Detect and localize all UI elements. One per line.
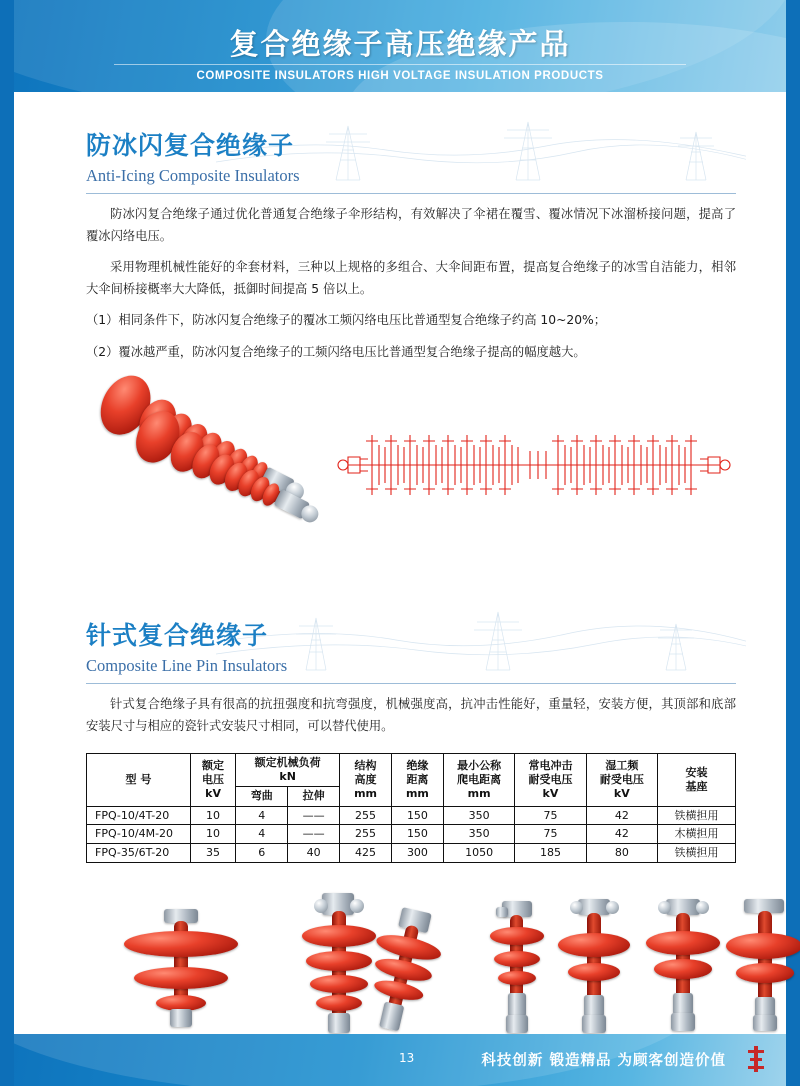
section-1-paragraph-1: 防冰闪复合绝缘子通过优化普通复合绝缘子伞形结构，有效解决了伞裙在覆雪、覆冰情况下冰溜桥接问题，提高了覆冰闪络电压。 [86, 207, 736, 243]
section-1-paragraph-3: （1）相同条件下，防冰闪复合绝缘子的覆冰工频闪络电压比普通型复合绝缘子约高 10~20%； [86, 313, 607, 328]
th-lightning-impulse: 常电冲击 耐受电压 kV [515, 754, 586, 807]
cell-mount-base: 木横担用 [658, 825, 736, 844]
section-anti-icing [14, 126, 786, 363]
cell-bend: 4 [236, 825, 288, 844]
section-1-title-en: Anti-Icing Composite Insulators [86, 166, 300, 185]
pin-insulator-photo-7 [722, 899, 800, 1031]
page-header [14, 0, 786, 92]
cell-min-arc-distance: 350 [443, 825, 514, 844]
section-line-pin [14, 616, 786, 1066]
header-divider [114, 64, 686, 65]
th-structure-height: 结构 高度 mm [340, 754, 392, 807]
section-2-paragraph-1: 针式复合绝缘子具有很高的抗扭强度和抗弯强度，机械强度高，抗冲击性能好，重量轻，安装方便，其顶部和底部安装尺寸与相应的瓷针式安装尺寸相同，可以替代使用。 [86, 697, 736, 733]
th-mech-load: 额定机械负荷 kN [236, 754, 340, 787]
cell-mount-base: 铁横担用 [658, 844, 736, 863]
section-2-underline [86, 683, 736, 684]
cell-lightning-impulse: 185 [515, 844, 586, 863]
cell-bend: 4 [236, 806, 288, 825]
cell-tension: —— [288, 825, 340, 844]
section-1-title-zh: 防冰闪复合绝缘子 [86, 131, 295, 160]
pin-insulator-photo-6 [642, 899, 724, 1031]
cell-bend: 6 [236, 844, 288, 863]
th-rated-voltage: 额定 电压 kV [190, 754, 235, 807]
cell-model: FPQ-35/6T-20 [87, 844, 191, 863]
cell-structure-height: 255 [340, 825, 392, 844]
th-min-arc-distance: 最小公称 爬电距离 mm [443, 754, 514, 807]
page-footer [14, 1034, 786, 1086]
cell-model: FPQ-10/4T-20 [87, 806, 191, 825]
th-insulation-distance: 绝缘 距离 mm [391, 754, 443, 807]
cell-insulation-distance: 300 [391, 844, 443, 863]
cell-model: FPQ-10/4M-20 [87, 825, 191, 844]
section-1-heading-block [86, 126, 736, 188]
table-head [87, 754, 736, 807]
cell-insulation-distance: 150 [391, 806, 443, 825]
cell-wet-power-freq: 80 [586, 844, 657, 863]
section-2-title-en: Composite Line Pin Insulators [86, 656, 288, 676]
cell-rated-voltage: 10 [190, 825, 235, 844]
header-title-zh: 复合绝缘子高压绝缘产品 [229, 27, 571, 61]
cell-min-arc-distance: 1050 [443, 844, 514, 863]
table-row [87, 825, 736, 844]
table-row [87, 806, 736, 825]
footer-slogan: 科技创新 锻造精品 为顾客创造价值 [481, 1053, 726, 1069]
th-model: 型 号 [87, 754, 191, 807]
table-header-row-1 [87, 754, 736, 787]
page-number: 13 [399, 1051, 415, 1065]
table-row [87, 844, 736, 863]
anti-icing-insulator-linedrawing [334, 425, 734, 510]
th-tension: 拉伸 [288, 786, 340, 806]
th-bend: 弯曲 [236, 786, 288, 806]
cell-wet-power-freq: 42 [586, 806, 657, 825]
brand-mark-icon [748, 1046, 764, 1072]
pin-insulator-photo-5 [554, 899, 634, 1033]
cell-wet-power-freq: 42 [586, 825, 657, 844]
line-pin-spec-table [86, 753, 736, 863]
page-content [14, 92, 786, 1034]
th-mount-base: 安装 基座 [658, 754, 736, 807]
cell-rated-voltage: 10 [190, 806, 235, 825]
cell-lightning-impulse: 75 [515, 806, 586, 825]
cell-mount-base: 铁横担用 [658, 806, 736, 825]
section-1-paragraph-4: （2）覆冰越严重，防冰闪复合绝缘子的工频闪络电压比普通型复合绝缘子提高的幅度越大。 [86, 344, 586, 359]
cell-insulation-distance: 150 [391, 825, 443, 844]
table-body [87, 806, 736, 862]
section-2-heading-block [86, 616, 736, 678]
cell-rated-voltage: 35 [190, 844, 235, 863]
cell-structure-height: 425 [340, 844, 392, 863]
cell-structure-height: 255 [340, 806, 392, 825]
left-edge-bar [0, 0, 14, 1086]
section-1-underline [86, 193, 736, 194]
cell-lightning-impulse: 75 [515, 825, 586, 844]
cell-min-arc-distance: 350 [443, 806, 514, 825]
section-1-paragraph-2: 采用物理机械性能好的伞套材料，三种以上规格的多组合、大伞间距布置，提高复合绝缘子的冰雪自洁能力，相邻大伞间桥接概率大大降低，抵御时间提高 5 倍以上。 [86, 260, 736, 296]
cell-tension: —— [288, 806, 340, 825]
cell-tension: 40 [288, 844, 340, 863]
pin-insulator-photo-1 [116, 909, 246, 1029]
header-title-en: COMPOSITE INSULATORS HIGH VOLTAGE INSULATION PRODUCTS [196, 70, 604, 82]
figure-anti-icing-insulators [14, 389, 786, 564]
pin-insulator-photo-4 [482, 901, 552, 1033]
section-2-title-zh: 针式复合绝缘子 [86, 621, 269, 651]
spec-table-wrapper [86, 753, 736, 863]
th-wet-power-freq: 湿工频 耐受电压 kV [586, 754, 657, 807]
